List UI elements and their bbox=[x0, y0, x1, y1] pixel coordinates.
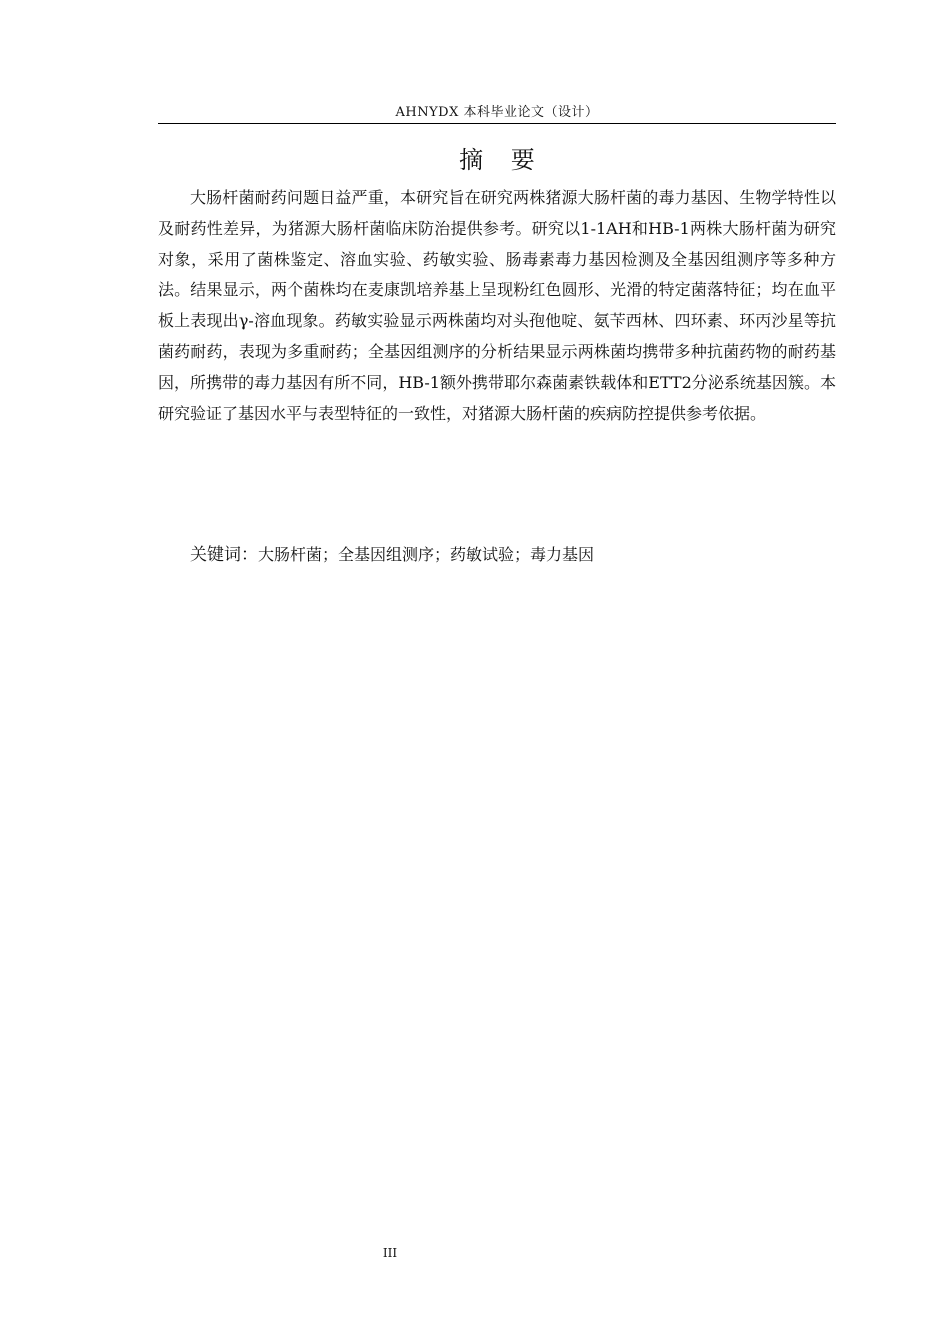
keywords-text: 大肠杆菌；全基因组测序；药敏试验；毒力基因 bbox=[258, 545, 595, 564]
running-header: AHNYDX 本科毕业论文（设计） bbox=[395, 105, 599, 120]
abstract-body: 大肠杆菌耐药问题日益严重，本研究旨在研究两株猪源大肠杆菌的毒力基因、生物学特性以及耐药性差异，为猪源大肠杆菌临床防治提供参考。研究以1-1AH和HB-1两株大肠杆菌为研究对象，采用了菌株鉴定、溶血实验、药敏实验、肠毒素毒力基因检测及全基因组测序等多种方法。结果显示，两个菌株均在麦康凯培养基上呈现粉红色圆形、光滑的特定菌落特征；均在血平板上表现出γ-溶血现象。药敏实验显示两株菌均对头孢他啶、氨苄西林、四环素、环丙沙星等抗菌药耐药，表现为多重耐药；全基因组测序的分析结果显示两株菌均携带多种抗菌药物的耐药基因，所携带的毒力基因有所不同，HB-1额外携带耶尔森菌素铁载体和ETT2分泌系统基因簇。本研究验证了基因水平与表型特征的一致性，对猪源大肠杆菌的疾病防控提供参考依据。 bbox=[158, 188, 836, 423]
keywords-line bbox=[190, 540, 836, 570]
header-rule bbox=[158, 123, 836, 124]
keywords-label: 关键词： bbox=[190, 545, 258, 565]
page-number: III bbox=[382, 1246, 398, 1260]
abstract-title: 摘 要 bbox=[459, 146, 545, 174]
